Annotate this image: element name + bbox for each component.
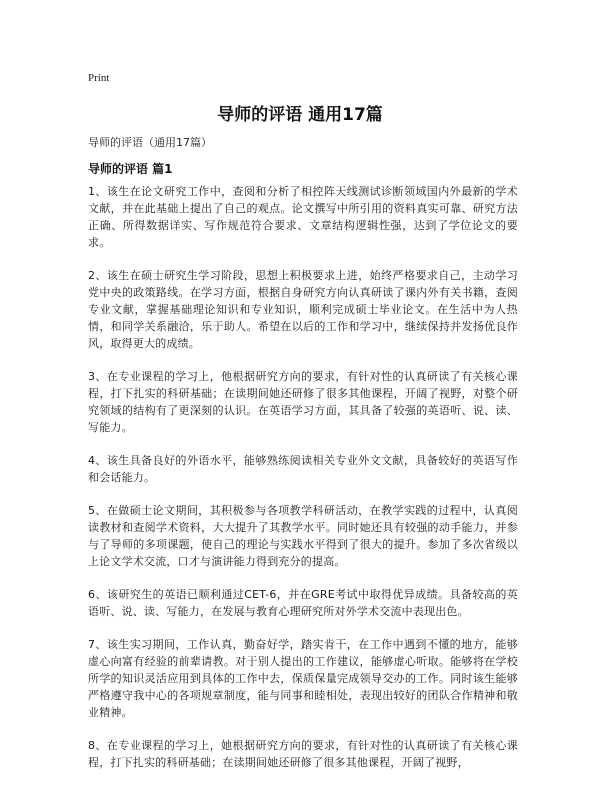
paragraph-7: 7、该生实习期间，工作认真，勤奋好学，踏实肯干，在工作中遇到不懂的地方，能够虚心向富有经验的前辈请教。对于别人提出的工作建议，能够虚心听取。能够将在学校所学的知识灵活应用到具体的工作中去，保质保量完成领导交办的工作。同时该生能够严格遵守我中心的各项规章制度，能与同事和睦相处，表现出较好的团队合作精神和敬业精神。: [88, 638, 518, 719]
document-subtitle: 导师的评语（通用17篇）: [88, 136, 212, 149]
section-heading: 导师的评语 篇1: [88, 162, 173, 176]
paragraph-8: 8、在专业课程的学习上，她根据研究方向的要求，有针对性的认真研读了有关核心课程，打下扎实的科研基础；在读期间她还研修了很多其他课程，开阔了视野，: [88, 739, 518, 769]
paragraph-3: 3、在专业课程的学习上，他根据研究方向的要求，有针对性的认真研读了有关核心课程，打下扎实的科研基础；在读期间她还研修了很多其他课程，开阔了视野，对整个研究领域的结构有了更深刻的认识。在英语学习方面，其具备了较强的英语听、说、读、写能力。: [88, 370, 518, 434]
paragraph-2: 2、该生在硕士研究生学习阶段，思想上积极要求上进，始终严格要求自己，主动学习党中央的政策路线。在学习方面，根据自身研究方向认真研读了课内外有关书籍，查阅专业文献，掌握基础理论知识和专业知识，顺利完成硕士毕业论文。在生活中为人热情，和同学关系融洽，乐于助人。希望在以后的工作和学习中，继续保持并发扬优良作风，取得更大的成绩。: [88, 269, 518, 350]
paragraph-5: 5、在做硕士论文期间，其积极参与各项教学科研活动，在教学实践的过程中，认真阅读教材和查阅学术资料，大大提升了其教学水平。同时她还具有较强的动手能力，并参与了导师的多项课题，使自己的理论与实践水平得到了很大的提升。参加了多次省级以上论文学术交流，口才与演讲能力得到充分的提高。: [88, 504, 518, 568]
paragraph-6: 6、该研究生的英语已顺利通过CET-6，并在GRE考试中取得优异成绩。具备较高的英语听、说、读、写能力，在发展与教育心理研究所对外学术交流中表现出色。: [88, 588, 518, 618]
paragraph-list: [88, 183, 518, 787]
page-title: 导师的评语 通用17篇: [217, 105, 383, 125]
paragraph-4: 4、该生具备良好的外语水平，能够熟练阅读相关专业外文文献，具备较好的英语写作和会话能力。: [88, 454, 518, 484]
paragraph-1: 1、该生在论文研究工作中，查阅和分析了相控阵天线测试诊断领域国内外最新的学术文献，并在此基础上提出了自己的观点。论文撰写中所引用的资料真实可靠、研究方法正确、所得数据详实、写作规范符合要求、文章结构逻辑性强，达到了学位论文的要求。: [88, 185, 518, 249]
print-label[interactable]: Print: [88, 72, 110, 84]
